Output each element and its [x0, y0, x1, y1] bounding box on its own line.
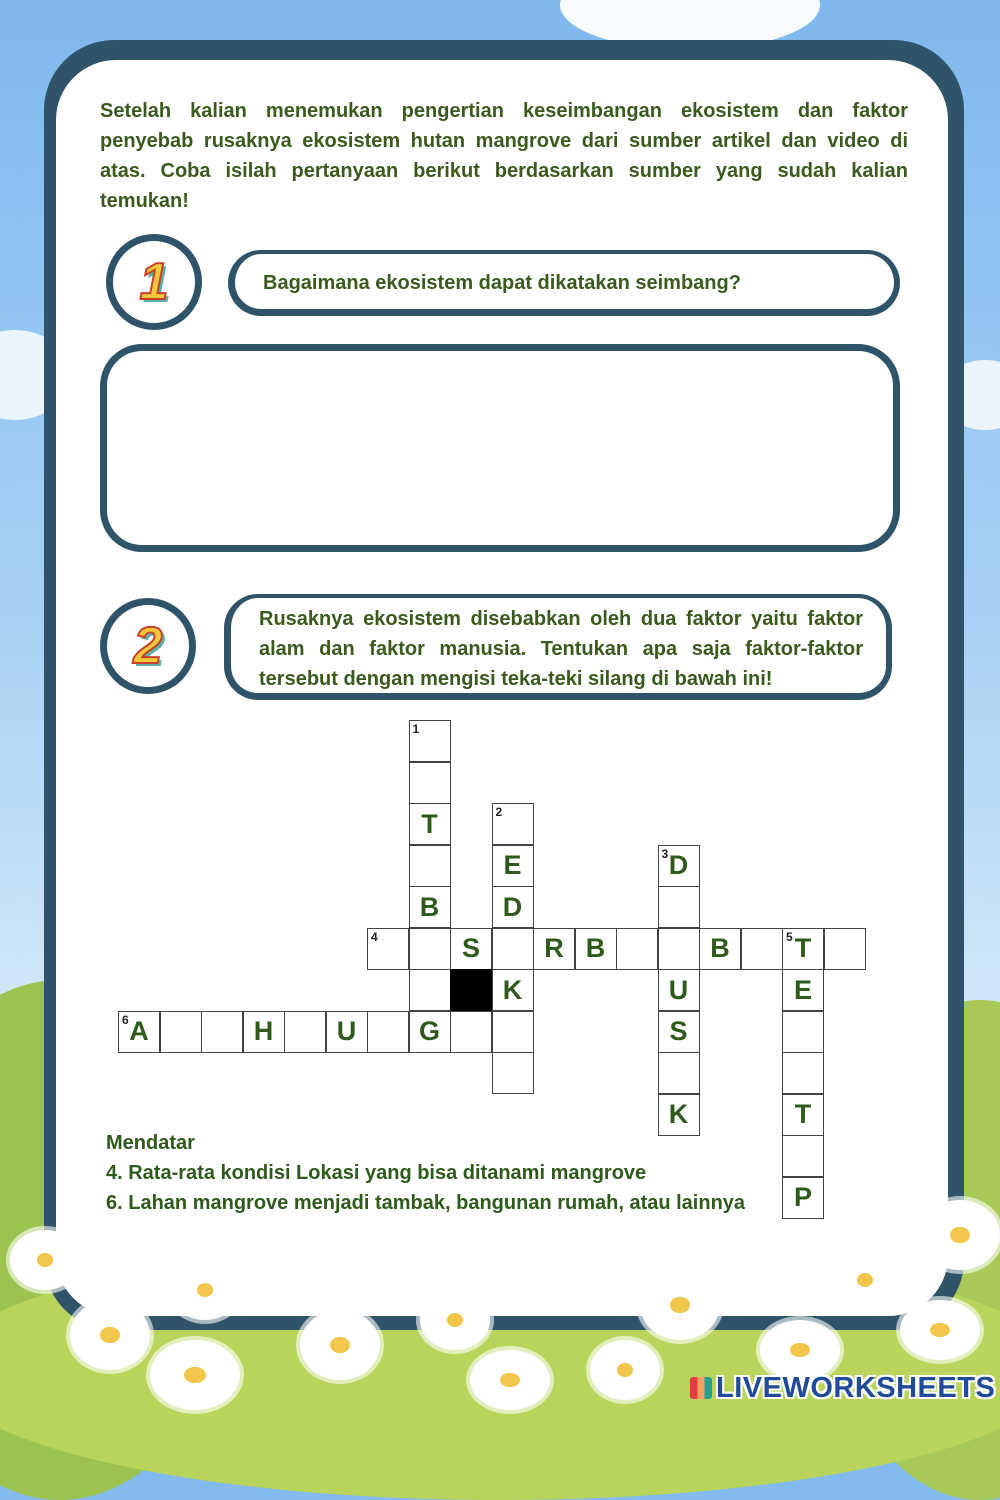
crossword-cell[interactable]	[201, 1011, 243, 1053]
cell-letter: T	[794, 933, 812, 963]
question-2-badge	[100, 598, 196, 694]
flower	[640, 1270, 720, 1340]
crossword-cell[interactable]	[450, 1011, 492, 1053]
crossword-cell[interactable]	[284, 1011, 326, 1053]
cell-letter: D	[668, 850, 689, 880]
cell-letter: E	[793, 974, 812, 1005]
cell-letter: B	[710, 933, 730, 963]
brand-icon	[690, 1377, 712, 1399]
question-1-number: 1	[139, 253, 169, 311]
cell-letter: U	[668, 974, 689, 1005]
crossword-cell[interactable]	[658, 1052, 700, 1094]
flower	[920, 1200, 1000, 1270]
crossword-cell[interactable]	[616, 928, 658, 970]
crossword-cell[interactable]	[533, 928, 575, 970]
crossword-cell[interactable]	[492, 969, 534, 1011]
crossword-cell[interactable]	[782, 1135, 824, 1177]
cell-letter: S	[669, 1016, 688, 1046]
clue-number: 5	[786, 929, 793, 944]
crossword-cell[interactable]	[409, 803, 451, 845]
flower	[10, 1230, 80, 1290]
crossword-cell[interactable]	[782, 928, 824, 970]
crossword-cell[interactable]	[782, 1177, 824, 1219]
flower	[150, 1340, 240, 1410]
flower	[830, 1250, 900, 1310]
crossword-cell[interactable]	[367, 1011, 409, 1053]
crossword-cell[interactable]	[243, 1011, 285, 1053]
flower	[170, 1260, 240, 1320]
cell-letter: B	[419, 891, 440, 922]
flower	[300, 1310, 380, 1380]
crossword-cell[interactable]	[326, 1011, 368, 1053]
clues-section	[106, 1128, 745, 1218]
cell-letter: K	[668, 1099, 689, 1129]
clues-heading: Mendatar	[106, 1132, 195, 1154]
flower	[760, 1320, 840, 1380]
crossword-cell[interactable]	[492, 1052, 534, 1094]
crossword-cell[interactable]	[409, 845, 451, 887]
crossword-cell[interactable]	[160, 1011, 202, 1053]
clue-number: 2	[495, 805, 503, 819]
cell-letter: E	[503, 850, 522, 880]
question-1-text: Bagaimana ekosistem dapat dikatakan seimbang?	[263, 272, 741, 294]
crossword-cell[interactable]	[782, 1094, 824, 1136]
crossword-cell[interactable]	[658, 845, 700, 887]
cell-letter: T	[421, 808, 438, 839]
crossword-cell[interactable]	[409, 720, 451, 762]
flower	[900, 1300, 980, 1360]
flower	[420, 1290, 490, 1350]
crossword-cell[interactable]	[658, 886, 700, 928]
question-2-text: Rusaknya ekosistem disebabkan oleh dua faktor yaitu faktor alam dan faktor manusia. Tentukan apa saja faktor-faktor tersebut dengan mengisi teka-teki silang di bawah ini!	[259, 608, 863, 690]
question-1-badge	[106, 234, 202, 330]
cell-letter: D	[502, 891, 523, 922]
flower	[70, 1300, 150, 1370]
cell-letter: R	[544, 933, 564, 963]
cell-letter: T	[794, 1099, 812, 1129]
crossword-cell[interactable]	[409, 762, 451, 804]
cell-letter: B	[585, 933, 606, 963]
crossword-cell[interactable]	[492, 1011, 534, 1053]
crossword-cell[interactable]	[824, 928, 866, 970]
brand-text: LIVEWORKSHEETS	[716, 1372, 996, 1404]
clue-number: 3	[661, 846, 669, 861]
crossword-cell[interactable]	[367, 928, 409, 970]
crossword-cell[interactable]	[492, 845, 534, 887]
crossword-cell[interactable]	[492, 803, 534, 845]
cell-letter: A	[129, 1016, 149, 1046]
clue-number: 6	[122, 1012, 129, 1027]
crossword-cell[interactable]	[741, 928, 783, 970]
question-2-number: 2	[133, 617, 163, 675]
crossword-cell[interactable]	[492, 886, 534, 928]
crossword-cell[interactable]	[409, 928, 451, 970]
flower	[470, 1350, 550, 1410]
clue-number: 4	[371, 929, 378, 944]
cell-letter: G	[418, 1016, 440, 1046]
intro-paragraph: Setelah kalian menemukan pengertian keseimbangan ekosistem dan faktor penyebab rusaknya ekosistem hutan mangrove dari sumber artikel dan video di atas. Coba isilah pertanyaan berikut berdasarkan sumber yang sudah kalian temukan!	[100, 100, 908, 212]
clue-6: 6. Lahan mangrove menjadi tambak, bangunan rumah, atau lainnya	[106, 1192, 746, 1214]
cell-letter: P	[793, 1182, 812, 1212]
cell-letter: K	[502, 974, 523, 1005]
crossword-cell[interactable]	[118, 1011, 160, 1053]
crossword-cell[interactable]	[782, 1011, 824, 1053]
cell-letter: H	[253, 1016, 274, 1046]
crossword-cell[interactable]	[782, 1052, 824, 1094]
liveworksheets-logo[interactable]	[690, 1372, 995, 1405]
flower	[590, 1340, 660, 1400]
crossword-cell[interactable]	[658, 928, 700, 970]
crossword-cell[interactable]	[409, 1011, 451, 1053]
crossword-cell[interactable]	[658, 1011, 700, 1053]
crossword-cell[interactable]	[409, 886, 451, 928]
crossword-cell[interactable]	[409, 969, 451, 1011]
crossword-cell[interactable]	[658, 969, 700, 1011]
crossword-cell[interactable]	[699, 928, 741, 970]
question-2-box	[224, 594, 892, 700]
crossword-cell[interactable]	[782, 969, 824, 1011]
cell-letter: S	[461, 933, 480, 963]
answer-box-1[interactable]	[100, 344, 900, 552]
crossword-cell[interactable]	[575, 928, 617, 970]
crossword-black-cell	[450, 969, 492, 1011]
cell-letter: U	[336, 1016, 357, 1046]
question-1-box	[228, 250, 900, 316]
crossword-cell[interactable]	[450, 928, 492, 970]
clue-number: 1	[412, 722, 420, 736]
crossword-cell[interactable]	[492, 928, 534, 970]
clue-4: 4. Rata-rata kondisi Lokasi yang bisa ditanami mangrove	[106, 1162, 647, 1184]
